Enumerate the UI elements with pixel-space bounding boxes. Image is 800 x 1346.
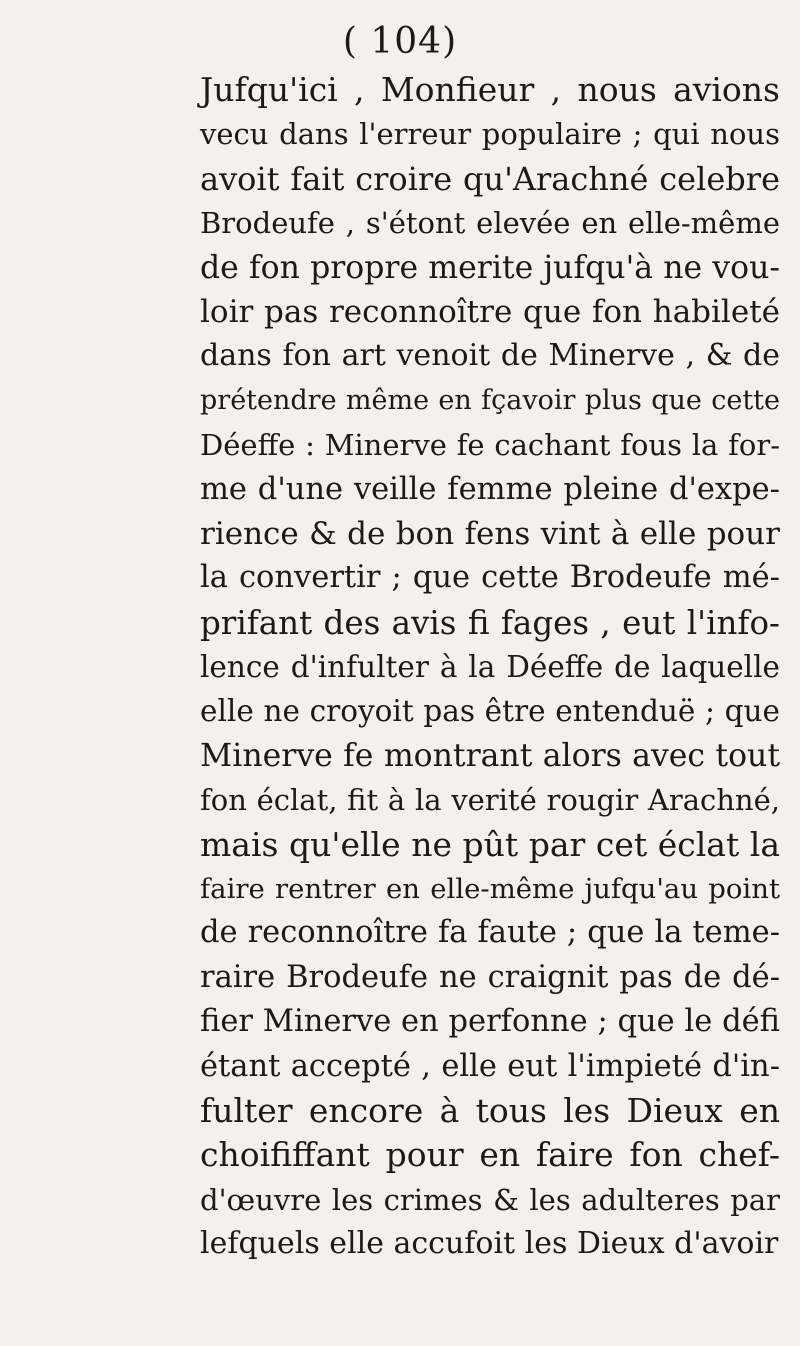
text-line: faire rentrer en elle-même jufqu'au point xyxy=(200,873,780,906)
text-line: me d'une veille femme pleine d'expe- xyxy=(200,471,780,507)
text-line: de reconnoître fa faute ; que la teme- xyxy=(200,915,780,951)
text-line: vecu dans l'erreur populaire ; qui nous xyxy=(200,117,780,152)
text-line: d'œuvre les crimes & les adulteres par xyxy=(200,1182,780,1217)
text-line: mais qu'elle ne pût par cet éclat la xyxy=(200,824,780,864)
text-line: raire Brodeufe ne craignit pas de dé- xyxy=(200,959,780,995)
text-line: fon éclat, fit à la verité rougir Arachné, xyxy=(200,783,780,818)
text-line: fulter encore à tous les Dieux en xyxy=(200,1090,780,1130)
text-line: dans fon art venoit de Minerve , & de xyxy=(200,338,780,374)
text-line: fier Minerve en perfonne ; que le défi xyxy=(200,1004,780,1040)
text-line: Minerve fe montrant alors avec tout xyxy=(200,737,780,774)
text-line: rience & de bon fens vint à elle pour xyxy=(200,515,780,552)
text-line: Jufqu'ici , Monfieur , nous avions xyxy=(200,70,780,109)
text-line: prétendre même en fçavoir plus que cette xyxy=(200,384,780,416)
text-line: Brodeufe , s'étont elevée en elle-même xyxy=(200,206,780,241)
body-text xyxy=(200,68,780,1267)
page-number: ( 104) xyxy=(342,21,458,62)
text-line: lence d'infulter à la Déeffe de laquelle xyxy=(200,650,780,685)
text-line: avoit fait croire qu'Arachné celebre xyxy=(200,159,780,198)
text-line: de fon propre merite jufqu'à ne vou- xyxy=(200,249,780,286)
text-line: Déeffe : Minerve fe cachant fous la for- xyxy=(200,428,780,463)
text-line: étant accepté , elle eut l'impieté d'in- xyxy=(200,1048,780,1084)
text-line: loir pas reconnoître que fon habileté xyxy=(200,293,780,330)
text-line: la convertir ; que cette Brodeufe mé- xyxy=(200,560,780,596)
text-line: elle ne croyoit pas être entenduë ; que xyxy=(200,694,780,729)
text-line: choififfant pour en faire fon chef- xyxy=(200,1135,780,1175)
text-line: lefquels elle accufoit les Dieux d'avoir xyxy=(200,1226,779,1262)
text-line: prifant des avis fi fages , eut l'info- xyxy=(200,603,780,642)
